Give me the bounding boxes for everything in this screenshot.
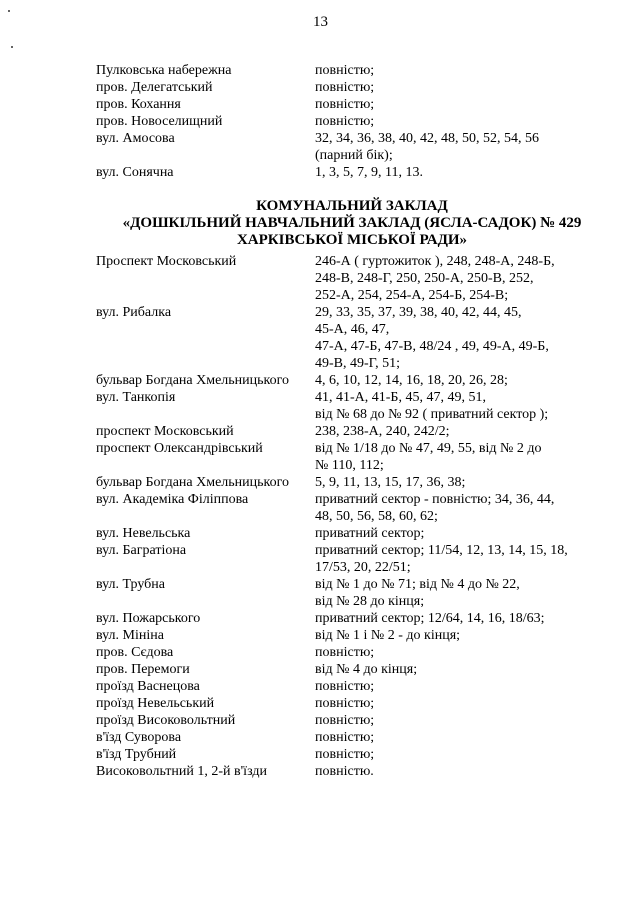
street-name: проспект Олександрівський — [96, 441, 263, 456]
address-row — [96, 644, 608, 661]
address-row — [96, 253, 608, 304]
address-list-top — [96, 62, 608, 181]
house-numbers-line: від № 4 до кінця; — [315, 662, 418, 677]
street-name: вул. Мініна — [96, 628, 164, 643]
house-numbers-line: від № 1/18 до № 47, 49, 55, від № 2 до — [315, 441, 542, 456]
address-row — [96, 542, 608, 576]
house-numbers-line: (парний бік); — [315, 148, 393, 163]
address-row — [96, 491, 608, 525]
street-name: бульвар Богдана Хмельницького — [96, 475, 290, 490]
house-numbers — [315, 712, 608, 729]
house-numbers-line: 246-А ( гуртожиток ), 248, 248-А, 248-Б, — [315, 254, 555, 269]
street-name: пров. Кохання — [96, 97, 181, 112]
house-numbers — [315, 474, 608, 491]
address-row — [96, 304, 608, 372]
address-row — [96, 62, 608, 79]
street-name: Проспект Московський — [96, 254, 237, 269]
address-row — [96, 678, 608, 695]
street-name: вул. Рибалка — [96, 305, 172, 320]
house-numbers — [315, 729, 608, 746]
house-numbers-line: повністю; — [315, 730, 375, 745]
address-row — [96, 96, 608, 113]
street-name: в'їзд Трубний — [96, 747, 177, 762]
street-name: вул. Танкопія — [96, 390, 176, 405]
page-number: 13 — [313, 14, 328, 30]
address-row — [96, 113, 608, 130]
street-name: пров. Сєдова — [96, 645, 174, 660]
address-row — [96, 440, 608, 474]
house-numbers — [315, 253, 608, 304]
street-name: проїзд Васнецова — [96, 679, 200, 694]
house-numbers — [315, 440, 608, 474]
address-row — [96, 746, 608, 763]
street-name: Пулковська набережна — [96, 63, 232, 78]
house-numbers-line: приватний сектор; — [315, 526, 425, 541]
house-numbers-line: 4, 6, 10, 12, 14, 16, 18, 20, 26, 28; — [315, 373, 508, 388]
house-numbers-line: 45-А, 46, 47, — [315, 322, 390, 337]
house-numbers — [315, 389, 608, 423]
house-numbers-line: 29, 33, 35, 37, 39, 38, 40, 42, 44, 45, — [315, 305, 522, 320]
street-name: в'їзд Суворова — [96, 730, 182, 745]
house-numbers-line: повністю; — [315, 696, 375, 711]
house-numbers — [315, 695, 608, 712]
house-numbers-line: повністю; — [315, 114, 375, 129]
street-name: вул. Невельська — [96, 526, 191, 541]
house-numbers — [315, 763, 608, 780]
heading-line: КОМУНАЛЬНИЙ ЗАКЛАД — [256, 198, 448, 214]
house-numbers — [315, 525, 608, 542]
address-row — [96, 763, 608, 780]
institution-heading — [96, 198, 608, 249]
street-name: пров. Перемоги — [96, 662, 190, 677]
house-numbers-line: 252-А, 254, 254-А, 254-Б, 254-В; — [315, 288, 509, 303]
house-numbers — [315, 644, 608, 661]
house-numbers — [315, 130, 608, 164]
house-numbers-line: повністю; — [315, 747, 375, 762]
street-name: Високовольтний 1, 2-й в'їзди — [96, 764, 267, 779]
house-numbers-line: 1, 3, 5, 7, 9, 11, 13. — [315, 165, 423, 180]
house-numbers-line: повністю; — [315, 97, 375, 112]
house-numbers — [315, 661, 608, 678]
address-row — [96, 79, 608, 96]
house-numbers — [315, 610, 608, 627]
house-numbers-line: від № 1 і № 2 - до кінця; — [315, 628, 461, 643]
street-name: вул. Академіка Філіппова — [96, 492, 249, 507]
address-row — [96, 389, 608, 423]
house-numbers-line: повністю; — [315, 679, 375, 694]
house-numbers — [315, 491, 608, 525]
house-numbers-line: 248-В, 248-Г, 250, 250-А, 250-В, 252, — [315, 271, 534, 286]
address-row — [96, 474, 608, 491]
house-numbers — [315, 746, 608, 763]
house-numbers-line: № 110, 112; — [315, 458, 384, 473]
street-name: проїзд Невельський — [96, 696, 215, 711]
house-numbers-line: 238, 238-А, 240, 242/2; — [315, 424, 450, 439]
house-numbers — [315, 113, 608, 130]
address-row — [96, 372, 608, 389]
house-numbers-line: повністю; — [315, 80, 375, 95]
address-row — [96, 164, 608, 181]
address-list-main — [96, 253, 608, 780]
address-row — [96, 627, 608, 644]
house-numbers-line: 47-А, 47-Б, 47-В, 48/24 , 49, 49-А, 49-Б, — [315, 339, 549, 354]
address-row — [96, 610, 608, 627]
house-numbers-line: 17/53, 20, 22/51; — [315, 560, 411, 575]
street-name: вул. Трубна — [96, 577, 165, 592]
street-name: проїзд Високовольтний — [96, 713, 236, 728]
scan-speck — [11, 46, 13, 48]
house-numbers-line: повністю; — [315, 713, 375, 728]
house-numbers — [315, 678, 608, 695]
house-numbers-line: 5, 9, 11, 13, 15, 17, 36, 38; — [315, 475, 466, 490]
house-numbers — [315, 576, 608, 610]
street-name: пров. Делегатський — [96, 80, 213, 95]
address-row — [96, 130, 608, 164]
street-name: бульвар Богдана Хмельницького — [96, 373, 290, 388]
house-numbers-line: 32, 34, 36, 38, 40, 42, 48, 50, 52, 54, 56 — [315, 131, 539, 146]
street-name: проспект Московський — [96, 424, 234, 439]
address-row — [96, 525, 608, 542]
street-name: вул. Багратіона — [96, 543, 187, 558]
address-row — [96, 661, 608, 678]
house-numbers-line: 41, 41-А, 41-Б, 45, 47, 49, 51, — [315, 390, 486, 405]
house-numbers-line: повністю; — [315, 645, 375, 660]
house-numbers — [315, 96, 608, 113]
house-numbers-line: повністю. — [315, 764, 374, 779]
house-numbers-line: 49-В, 49-Г, 51; — [315, 356, 401, 371]
street-name: вул. Пожарського — [96, 611, 201, 626]
house-numbers — [315, 304, 608, 372]
heading-line: ХАРКІВСЬКОЇ МІСЬКОЇ РАДИ» — [236, 232, 468, 248]
house-numbers-line: від № 28 до кінця; — [315, 594, 425, 609]
heading-line: «ДОШКІЛЬНИЙ НАВЧАЛЬНИЙ ЗАКЛАД (ЯСЛА-САДОК) № 429 — [122, 215, 582, 231]
address-row — [96, 712, 608, 729]
house-numbers — [315, 627, 608, 644]
house-numbers-line: 48, 50, 56, 58, 60, 62; — [315, 509, 438, 524]
house-numbers — [315, 423, 608, 440]
street-name: вул. Амосова — [96, 131, 175, 146]
address-row — [96, 695, 608, 712]
scan-speck — [8, 10, 10, 12]
address-row — [96, 576, 608, 610]
house-numbers-line: від № 1 до № 71; від № 4 до № 22, — [315, 577, 520, 592]
address-row — [96, 729, 608, 746]
house-numbers-line: від № 68 до № 92 ( приватний сектор ); — [315, 407, 549, 422]
house-numbers — [315, 372, 608, 389]
house-numbers-line: приватний сектор; 12/64, 14, 16, 18/63; — [315, 611, 545, 626]
house-numbers — [315, 164, 608, 181]
house-numbers-line: приватний сектор; 11/54, 12, 13, 14, 15, 18, — [315, 543, 568, 558]
house-numbers-line: повністю; — [315, 63, 375, 78]
street-name: пров. Новоселищний — [96, 114, 223, 129]
house-numbers-line: приватний сектор - повністю; 34, 36, 44, — [315, 492, 555, 507]
house-numbers — [315, 79, 608, 96]
address-row — [96, 423, 608, 440]
street-name: вул. Сонячна — [96, 165, 174, 180]
house-numbers — [315, 62, 608, 79]
house-numbers — [315, 542, 608, 576]
